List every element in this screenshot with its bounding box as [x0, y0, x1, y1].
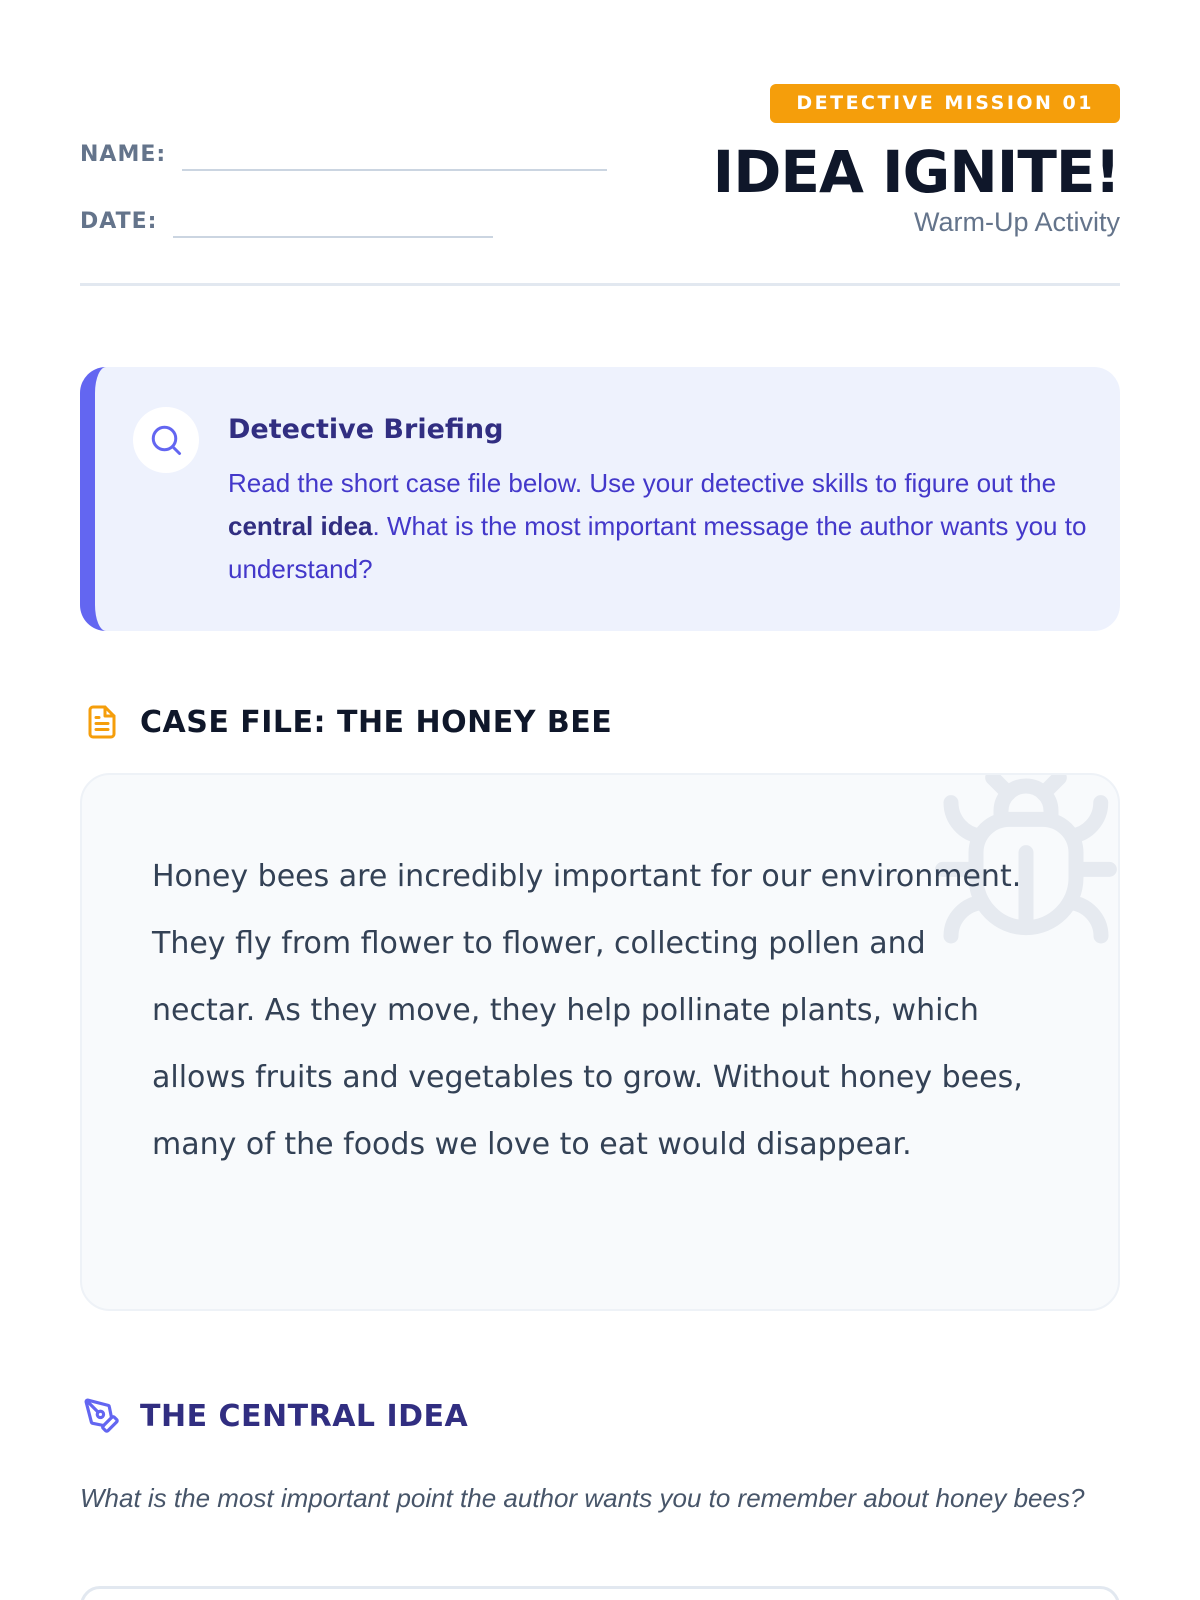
case-file-card	[80, 773, 1120, 1311]
mission-badge: DETECTIVE MISSION 01	[770, 84, 1120, 123]
briefing-text-end: . What is the most important message the author wants you to understand?	[228, 511, 1087, 584]
case-file-heading	[80, 700, 612, 744]
name-label: NAME:	[80, 142, 167, 167]
central-idea-answer-box[interactable]	[80, 1586, 1120, 1600]
central-idea-prompt: What is the most important point the author wants you to remember about honey bees?	[80, 1483, 1085, 1513]
briefing-text	[228, 462, 1088, 591]
page-subtitle: Warm-Up Activity	[913, 207, 1120, 237]
search-icon	[133, 407, 199, 473]
case-file-passage: Honey bees are incredibly important for our environment. They fly from flower to flower, collecting pollen and nectar. As they move, they help pollinate plants, which allows fruits and vegetables to grow. Without honey bees, many of the foods we love to eat would disappear.	[152, 859, 1023, 1162]
worksheet-header	[80, 0, 1120, 286]
pen-tool-icon	[80, 1394, 124, 1438]
date-label: DATE:	[80, 209, 158, 234]
page-title: IDEA IGNITE!	[712, 138, 1120, 206]
date-field[interactable]	[80, 209, 493, 234]
name-field[interactable]	[80, 142, 607, 167]
central-idea-heading	[80, 1394, 468, 1438]
document-icon	[80, 700, 124, 744]
briefing-text-emphasis: central idea	[228, 511, 373, 541]
briefing-text-start: Read the short case file below. Use your detective skills to figure out the	[228, 468, 1057, 498]
detective-briefing-panel	[80, 367, 1120, 631]
case-file-title: CASE FILE: THE HONEY BEE	[140, 704, 613, 740]
briefing-title: Detective Briefing	[228, 414, 504, 445]
date-input-line[interactable]	[173, 236, 493, 238]
central-idea-title: THE CENTRAL IDEA	[140, 1398, 469, 1434]
name-input-line[interactable]	[182, 169, 607, 171]
